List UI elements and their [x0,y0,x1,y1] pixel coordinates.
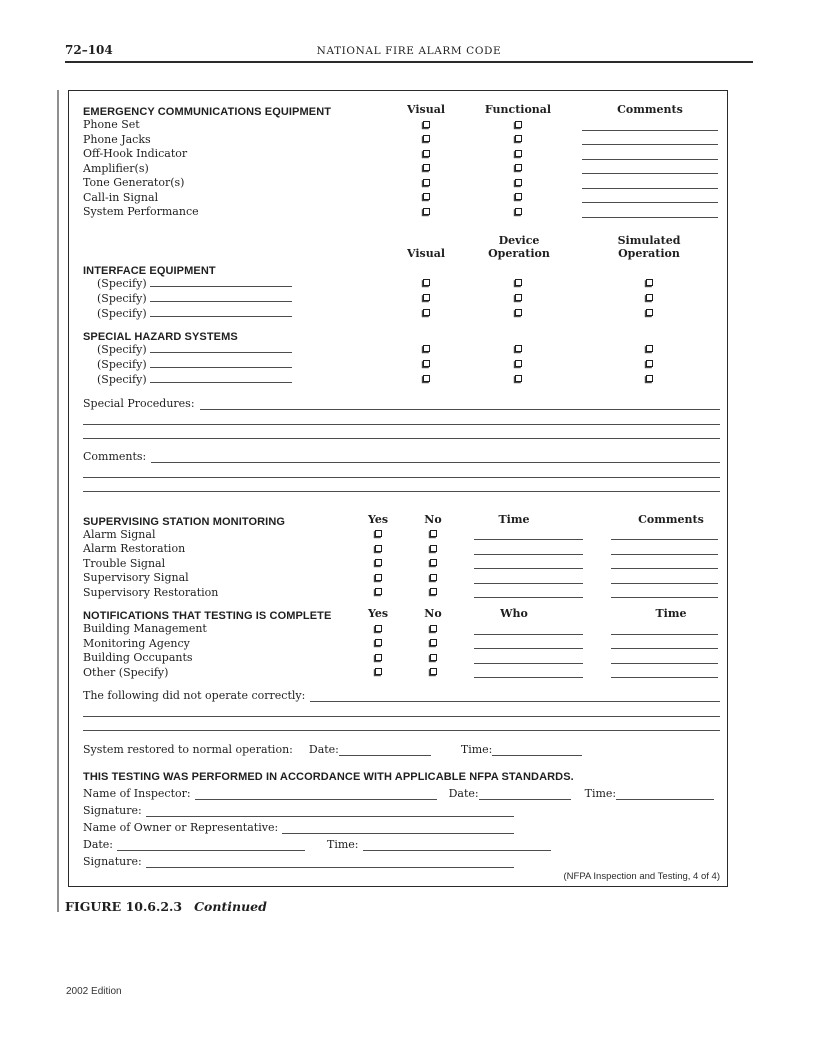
device-operation-checkbox-cell [500,342,536,357]
column-header-no: No [424,607,442,620]
specify-label: (Specify) [97,276,147,290]
checkbox-icon [423,208,430,215]
signature-row [83,851,720,868]
comments-write-line [611,568,718,569]
specify-write-line [150,372,292,383]
monitoring-label: Supervisory Restoration [83,585,219,599]
visual-checkbox-cell [408,291,444,306]
device-operation-checkbox-cell [500,276,536,291]
checkbox-icon [430,545,437,552]
specify-label: (Specify) [97,357,147,371]
checkbox-icon [375,559,382,566]
visual-checkbox-cell [408,176,444,191]
checkbox-icon [515,279,522,286]
no-checkbox-cell [415,622,451,637]
did-not-operate-write-line [310,689,720,702]
equipment-row [83,205,720,220]
monitoring-label: Supervisory Signal [83,571,189,584]
signature-label: Signature: [83,855,142,868]
checkbox-icon [423,150,430,157]
specify-label: (Specify) [97,372,147,386]
notification-row [83,651,720,666]
checkbox-icon [375,668,382,675]
functional-checkbox-cell [500,133,536,148]
checkbox-icon [375,530,382,537]
checkbox-icon [430,530,437,537]
column-header-visual: Visual [406,103,446,116]
visual-checkbox-cell [408,133,444,148]
equipment-label: Phone Jacks [83,132,151,146]
time-label: Time: [460,743,493,756]
running-title: NATIONAL FIRE ALARM CODE [316,45,502,57]
no-checkbox-cell [415,666,451,681]
section-heading: INTERFACE EQUIPMENT [83,264,216,277]
checkbox-icon [646,345,653,352]
did-not-operate-label: The following did not operate correctly: [83,689,306,702]
specify-write-line [150,357,292,368]
checkbox-icon [515,309,522,316]
write-line [83,491,720,492]
statement-row [83,767,720,782]
functional-checkbox-cell [500,147,536,162]
checkbox-icon [375,639,382,646]
checkbox-icon [423,193,430,200]
checkbox-icon [646,360,653,367]
comments-write-line [582,202,718,203]
equipment-label: Amplifier(s) [83,161,149,175]
write-line [83,477,720,478]
running-head [65,44,753,63]
equipment-label: Phone Set [83,118,140,131]
visual-checkbox-cell [408,276,444,291]
owner-write-line [282,821,514,834]
who-write-line [474,634,583,635]
write-line [83,730,720,731]
yes-checkbox-cell [360,528,396,543]
time-write-line [616,787,714,800]
special-procedures-label: Special Procedures: [83,396,195,410]
section-heading: SUPERVISING STATION MONITORING [83,515,286,528]
functional-checkbox-cell [500,191,536,206]
monitoring-row [83,557,720,572]
simulated-operation-checkbox-cell [631,291,667,306]
inspector-write-line [195,787,437,800]
comments-write-line [582,173,718,174]
time-write-line [474,583,583,584]
comments-write-line [582,144,718,145]
nfpa-statement: THIS TESTING WAS PERFORMED IN ACCORDANCE WITH APPLICABLE NFPA STANDARDS. [83,771,574,783]
simulated-operation-checkbox-cell [631,306,667,321]
specify-label: (Specify) [97,306,147,320]
page-number: 72–104 [65,43,113,57]
specify-row [83,342,720,357]
monitoring-row [83,528,720,543]
monitoring-label: Alarm Signal [83,527,156,541]
equipment-row [83,162,720,177]
visual-checkbox-cell [408,306,444,321]
functional-checkbox-cell [500,176,536,191]
specify-row [83,372,720,387]
specify-row [83,306,720,321]
signature-write-line [146,804,514,817]
specify-label: (Specify) [97,342,147,356]
write-line [83,438,720,439]
visual-checkbox-cell [408,147,444,162]
checkbox-icon [430,574,437,581]
supervising-section-header [83,512,720,528]
change-bar [57,90,59,912]
specify-write-line [150,276,292,287]
checkbox-icon [430,668,437,675]
simulated-operation-checkbox-cell [631,276,667,291]
figure-number: FIGURE 10.6.2.3 [65,899,183,914]
checkbox-icon [646,375,653,382]
notification-row [83,666,720,681]
write-line [83,716,720,717]
comments-write-line [611,539,718,540]
section-heading: NOTIFICATIONS THAT TESTING IS COMPLETE [83,610,332,622]
checkbox-icon [423,164,430,171]
no-checkbox-cell [415,651,451,666]
section-heading: SPECIAL HAZARD SYSTEMS [83,330,238,343]
checkbox-icon [430,625,437,632]
time-write-line [474,568,583,569]
monitoring-label: Alarm Restoration [83,542,186,555]
date-label: Date: [83,838,114,851]
no-checkbox-cell [415,571,451,586]
functional-checkbox-cell [500,162,536,177]
checkbox-icon [430,588,437,595]
checkbox-icon [375,654,382,661]
notification-label: Building Occupants [83,651,193,664]
time-write-line [474,539,583,540]
checkbox-icon [423,360,430,367]
time-write-line [492,743,582,756]
notifications-section-header [83,606,720,622]
date-label: Date: [448,787,479,800]
column-header-simulated-operation: Simulated Operation [617,233,681,260]
comments-write-line [582,159,718,160]
owner-row [83,817,720,834]
specify-row [83,276,720,291]
equipment-row [83,147,720,162]
notification-label: Building Management [83,622,207,635]
operation-columns-header [83,231,720,261]
checkbox-icon [423,179,430,186]
yes-checkbox-cell [360,557,396,572]
checkbox-icon [515,150,522,157]
column-header-yes: Yes [367,607,389,620]
checkbox-icon [423,375,430,382]
equipment-row [83,191,720,206]
section-heading: EMERGENCY COMMUNICATIONS EQUIPMENT [83,106,332,118]
page-note: (NFPA Inspection and Testing, 4 of 4) [563,871,720,882]
specify-write-line [150,342,292,353]
time-write-line [474,554,583,555]
time-write-line [611,677,718,678]
visual-checkbox-cell [408,118,444,133]
equipment-row [83,118,720,133]
no-checkbox-cell [415,586,451,601]
visual-checkbox-cell [408,357,444,372]
simulated-operation-checkbox-cell [631,372,667,387]
system-restored-row [83,741,720,756]
monitoring-row [83,542,720,557]
comments-write-line [151,450,720,463]
time-write-line [611,663,718,664]
comments-row [83,448,720,463]
visual-checkbox-cell [408,205,444,220]
monitoring-row [83,586,720,601]
checkbox-icon [430,654,437,661]
checkbox-icon [515,179,522,186]
visual-checkbox-cell [408,372,444,387]
device-operation-checkbox-cell [500,372,536,387]
column-header-yes: Yes [367,512,389,526]
column-header-time: Time [655,607,687,620]
interface-section-header [83,261,720,276]
column-header-comments: Comments [617,103,683,116]
monitoring-label: Trouble Signal [83,556,166,570]
inspector-row [83,784,720,800]
date-time-row [83,834,720,851]
notification-row [83,622,720,637]
yes-checkbox-cell [360,571,396,586]
visual-checkbox-cell [408,162,444,177]
comments-write-line [582,130,718,131]
system-restored-label: System restored to normal operation: [83,743,293,756]
checkbox-icon [646,309,653,316]
time-label: Time: [327,838,359,851]
owner-label: Name of Owner or Representative: [83,821,279,834]
specify-write-line [150,306,292,317]
comments-write-line [611,554,718,555]
specify-row [83,357,720,372]
time-write-line [611,648,718,649]
equipment-label: Call-in Signal [83,190,159,204]
column-header-no: No [424,512,442,526]
comments-write-line [582,188,718,189]
comments-write-line [611,583,718,584]
special-procedures-write-line [200,397,720,410]
checkbox-icon [423,121,430,128]
checkbox-icon [423,309,430,316]
checkbox-icon [515,208,522,215]
device-operation-checkbox-cell [500,306,536,321]
device-operation-checkbox-cell [500,357,536,372]
did-not-operate-row [83,687,720,702]
equipment-row [83,176,720,191]
yes-checkbox-cell [360,651,396,666]
no-checkbox-cell [415,557,451,572]
inspector-label: Name of Inspector: [83,787,191,800]
write-line [83,424,720,425]
column-header-visual: Visual [406,246,446,260]
specify-row [83,291,720,306]
signature-label: Signature: [83,804,142,817]
specify-write-line [150,291,292,302]
specify-label: (Specify) [97,291,147,305]
no-checkbox-cell [415,528,451,543]
date-write-line [479,787,571,800]
visual-checkbox-cell [408,191,444,206]
checkbox-icon [423,345,430,352]
checkbox-icon [375,625,382,632]
functional-checkbox-cell [500,118,536,133]
simulated-operation-checkbox-cell [631,357,667,372]
emergency-section-header [83,102,720,118]
checkbox-icon [515,193,522,200]
figure-continued: Continued [194,899,267,914]
checkbox-icon [515,294,522,301]
checkbox-icon [515,121,522,128]
checkbox-icon [423,135,430,142]
yes-checkbox-cell [360,622,396,637]
checkbox-icon [515,360,522,367]
time-label: Time: [584,787,617,800]
notification-label: Monitoring Agency [83,636,190,650]
yes-checkbox-cell [360,666,396,681]
checkbox-icon [646,279,653,286]
monitoring-row [83,571,720,586]
column-header-who: Who [500,607,528,620]
equipment-label: Off-Hook Indicator [83,147,188,160]
who-write-line [474,648,583,649]
functional-checkbox-cell [500,205,536,220]
who-write-line [474,663,583,664]
date-label: Date: [308,743,339,756]
device-operation-checkbox-cell [500,291,536,306]
special-procedures-row [83,395,720,410]
simulated-operation-checkbox-cell [631,342,667,357]
checkbox-icon [515,164,522,171]
column-header-device-operation: Device Operation [488,233,550,260]
date-write-line [117,838,305,851]
column-header-functional: Functional [484,103,552,116]
notification-row [83,637,720,652]
checkbox-icon [515,345,522,352]
column-header-time: Time [498,512,530,526]
signature-row [83,800,720,817]
special-hazard-section-header [83,327,720,342]
yes-checkbox-cell [360,637,396,652]
visual-checkbox-cell [408,342,444,357]
checkbox-icon [515,135,522,142]
time-write-line [611,634,718,635]
checkbox-icon [375,545,382,552]
comments-write-line [582,217,718,218]
checkbox-icon [430,559,437,566]
date-write-line [339,743,431,756]
column-header-comments: Comments [638,512,704,526]
yes-checkbox-cell [360,542,396,557]
no-checkbox-cell [415,637,451,652]
checkbox-icon [430,639,437,646]
checkbox-icon [375,574,382,581]
checkbox-icon [375,588,382,595]
yes-checkbox-cell [360,586,396,601]
notification-label: Other (Specify) [83,665,169,679]
comments-write-line [611,597,718,598]
who-write-line [474,677,583,678]
signature-write-line [146,855,514,868]
checkbox-icon [423,279,430,286]
time-write-line [474,597,583,598]
checkbox-icon [423,294,430,301]
time-write-line [363,838,551,851]
no-checkbox-cell [415,542,451,557]
edition-footer: 2002 Edition [66,986,122,997]
equipment-label: Tone Generator(s) [83,176,185,189]
checkbox-icon [646,294,653,301]
inspection-form [68,90,728,887]
figure-caption [65,899,267,914]
checkbox-icon [515,375,522,382]
equipment-label: System Performance [83,205,199,218]
comments-label: Comments: [83,449,147,463]
equipment-row [83,133,720,148]
